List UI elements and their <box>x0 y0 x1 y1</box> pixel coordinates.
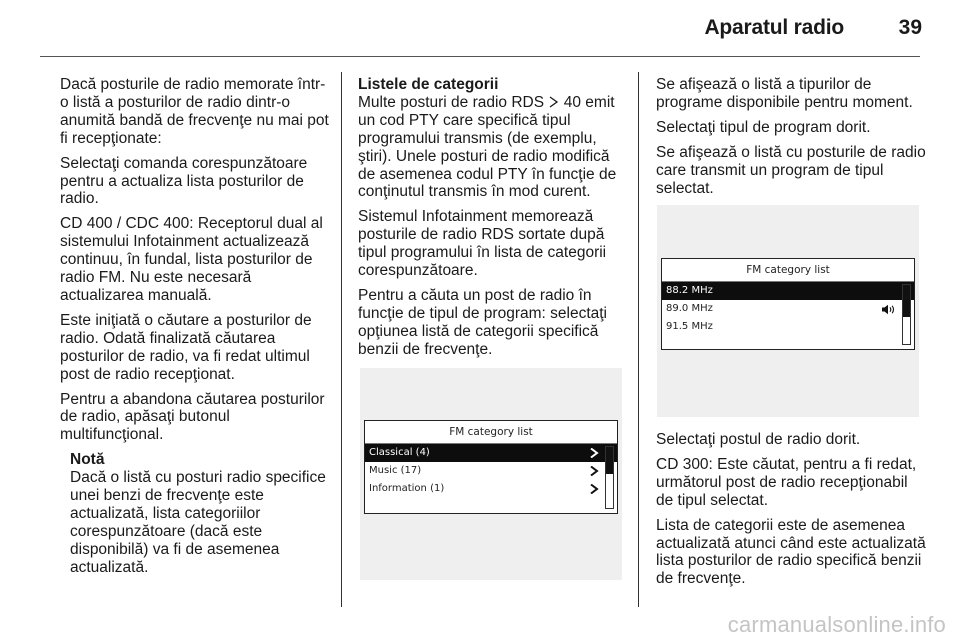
paragraph: CD 300: Este căutat, pentru a fi redat, următorul post de radio recepţionabil de tipul selectat. <box>656 455 917 509</box>
chevron-right-icon <box>589 484 599 494</box>
list-item[interactable] <box>365 462 617 480</box>
paragraph: Se afişează o listă a tipurilor de programe disponibile pentru moment. <box>656 76 913 111</box>
figure-category-list <box>360 368 622 580</box>
chevron-right-icon <box>589 466 599 476</box>
list-item[interactable] <box>662 300 914 318</box>
screen-title: FM category list <box>662 259 914 282</box>
paragraph: CD 400 / CDC 400: Receptorul dual al sistemului Infotainment actualizează continuu, în fundal, lista posturilor de radio FM. Nu este necesară actualizarea manuală. <box>60 215 323 304</box>
column-1 <box>60 76 332 584</box>
paragraph: Selectaţi postul de radio dorit. <box>656 431 861 448</box>
cross-reference-arrow-icon <box>548 96 559 108</box>
paragraph: Pentru a abandona căutarea posturilor de radio, apăsaţi butonul multifuncţional. <box>60 390 325 444</box>
page-title: Aparatul radio <box>704 16 844 39</box>
column-3 <box>656 76 928 204</box>
paragraph: Dacă posturile de radio memorate într-o listă a posturilor de radio dintr-o anumită bandă de frecvenţe nu mai pot fi recepţionate: <box>60 76 329 147</box>
paragraph: Este iniţiată o căutare a posturilor de radio. Odată finalizată căutarea posturilor de radio, va fi redat ultimul post de radio recepţionat. <box>60 311 312 383</box>
list-item-label: Information (1) <box>369 483 445 494</box>
paragraph-text: emit un cod PTY care specifică tipul programului transmis (de exemplu, ştiri). Unele posturi de radio modifică de asemenea codul PTY în funcţie de conţinutul transmis în mod curent. <box>358 93 617 201</box>
note-text: Dacă o listă cu posturi radio specifice unei benzi de frecvenţe este actualizată, lista categoriilor corespunzătoare (dacă este disponibilă) va fi de asemenea actualizată. <box>70 469 326 576</box>
paragraph: Lista de categorii este de asemenea actualizată atunci când este actualizată lista posturilor de radio specifică benzii de frecvenţe. <box>656 516 926 588</box>
list-item-label: 89.0 MHz <box>666 303 713 314</box>
scrollbar[interactable] <box>902 284 911 345</box>
column-divider-2 <box>638 72 639 607</box>
paragraph: Pentru a căuta un post de radio în funcţie de tipul de program: selectaţi opţiunea listă de categorii specifică benzii de frecvenţe. <box>358 286 607 358</box>
paragraph: Selectaţi comanda corespunzătoare pentru a actualiza lista posturilor de radio. <box>60 154 308 208</box>
chevron-right-icon <box>589 448 599 458</box>
figure-station-list <box>657 205 919 417</box>
paragraph <box>358 94 628 201</box>
display-screen <box>661 258 915 350</box>
display-screen <box>364 420 618 514</box>
list-item-label: Classical (4) <box>369 447 430 458</box>
list-item[interactable] <box>365 444 617 462</box>
cross-reference-page[interactable]: 40 <box>563 93 581 111</box>
page-number: 39 <box>898 16 922 39</box>
screen-title: FM category list <box>365 421 617 444</box>
list-item[interactable] <box>365 480 617 498</box>
scrollbar-thumb[interactable] <box>903 285 910 317</box>
list-item[interactable] <box>662 282 914 300</box>
list-item-label: 91.5 MHz <box>666 321 713 332</box>
list-item-label: Music (17) <box>369 465 422 476</box>
note-box <box>70 451 332 576</box>
section-heading: Listele de categorii <box>358 76 499 93</box>
note-heading: Notă <box>70 451 105 469</box>
paragraph: Se afişează o listă cu posturile de radio care transmit un program de tipul selectat. <box>656 143 926 197</box>
header-rule <box>40 56 920 57</box>
paragraph: Selectaţi tipul de program dorit. <box>656 118 871 136</box>
paragraph: Sistemul Infotainment memorează posturile de radio RDS sortate după tipul programului în lista de categorii corespunzătoare. <box>358 208 607 280</box>
scrollbar[interactable] <box>605 446 614 509</box>
column-2 <box>358 76 628 366</box>
list-item[interactable] <box>662 318 914 336</box>
column-3-continued <box>656 431 928 595</box>
watermark: carmanualsonline.info <box>727 612 946 637</box>
speaker-icon <box>881 304 896 315</box>
list-item-label: 88.2 MHz <box>666 285 713 296</box>
scrollbar-thumb[interactable] <box>606 447 613 474</box>
paragraph-text: Multe posturi de radio RDS <box>358 93 545 111</box>
column-divider-1 <box>341 72 342 607</box>
